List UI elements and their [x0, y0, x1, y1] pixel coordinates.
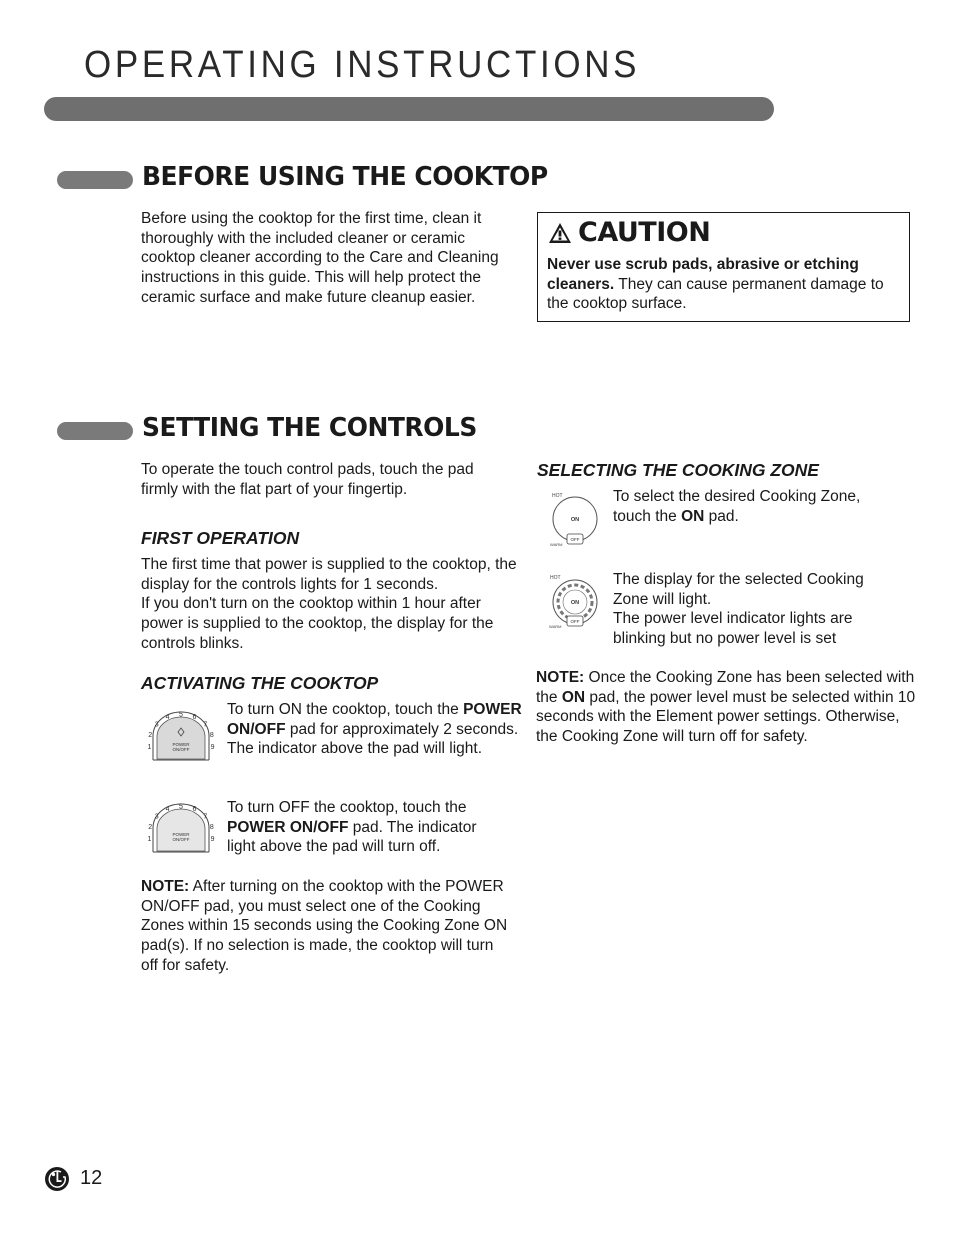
svg-text:HOT: HOT — [550, 575, 561, 581]
cooking-zone-on-icon — [546, 490, 606, 550]
dial-number: 4 — [165, 806, 170, 814]
first-operation-text: The first time that power is supplied to the cooktop, the display for the controls lights for 1 seconds. If you don't turn on the cooktop within 1 hour after power is supplied to the cooktop, the display for the controls blinks. — [141, 556, 517, 652]
svg-text:WARM: WARM — [549, 624, 562, 629]
dial-number: 1 — [147, 743, 152, 751]
dial-number: 2 — [148, 823, 153, 831]
dial-number: 9 — [210, 835, 215, 843]
page-header-title: OPERATING INSTRUCTIONS — [84, 44, 641, 86]
warning-triangle-icon — [548, 222, 572, 244]
svg-text:POWERON/OFF: POWER ON/OFF — [172, 742, 190, 752]
dial-number: 6 — [192, 714, 197, 722]
dial-number: 7 — [203, 721, 208, 729]
svg-text:HOT: HOT — [552, 493, 563, 499]
dial-number: 1 — [147, 835, 152, 843]
first-operation-heading: FIRST OPERATION — [141, 528, 300, 548]
controls-intro-text: To operate the touch control pads, touch the pad firmly with the flat part of your fingertip. — [141, 461, 474, 498]
dial-number: 9 — [210, 743, 215, 751]
caution-title: CAUTION — [578, 217, 711, 248]
activating-heading: ACTIVATING THE COOKTOP — [141, 673, 379, 693]
power-dial-off-icon — [143, 798, 219, 856]
dial-number: 6 — [192, 806, 197, 814]
svg-text:OFF: OFF — [570, 619, 580, 624]
caution-text — [547, 255, 902, 314]
header-bar — [44, 97, 774, 121]
dial-number: 5 — [179, 803, 183, 811]
activating-on-text: To turn ON the cooktop, touch the POWER ON/OFF pad for approximately 2 seconds. The indicator above the pad will light. — [227, 701, 522, 758]
svg-text:OFF: OFF — [570, 537, 580, 542]
selecting-heading: SELECTING THE COOKING ZONE — [537, 460, 819, 480]
caution-bold-text: Never use scrub pads, abrasive or etching cleaners. — [547, 256, 859, 293]
dial-number: 7 — [203, 813, 208, 821]
selecting-note: NOTE: Once the Cooking Zone has been selected with the ON pad, the power level must be selected within 10 seconds with the Element power settings. Otherwise, the Cooking Zone will turn off for safety. — [536, 669, 916, 746]
dial-number: 3 — [154, 721, 159, 729]
dial-number: 3 — [154, 813, 159, 821]
page-number: 12 — [80, 1167, 103, 1189]
before-intro-text: Before using the cooktop for the first time, clean it thoroughly with the included cleaner or ceramic cooktop cleaner according to the Care and Cleaning instructions in this guide. This will help protect the ceramic surface and make future cleanup easier. — [141, 210, 499, 306]
dial-number: 4 — [165, 714, 170, 722]
lg-logo-icon — [44, 1166, 70, 1192]
power-dial-on-icon — [143, 706, 219, 764]
svg-text:WARM: WARM — [550, 542, 563, 547]
caution-rest-text: They can cause permanent damage to the cooktop surface. — [547, 275, 884, 313]
section-heading-controls: SETTING THE CONTROLS — [142, 413, 477, 443]
dial-number: 5 — [179, 711, 183, 719]
activating-note: NOTE: After turning on the cooktop with the POWER ON/OFF pad, you must select one of the Cooking Zones within 15 seconds using the Cooking Zone ON pad(s). If no selection is made, the cooktop will turn off for safety. — [141, 878, 508, 974]
section-pill — [57, 422, 133, 440]
svg-text:POWERON/OFF: POWER ON/OFF — [172, 832, 190, 842]
dial-number: 2 — [148, 731, 153, 739]
svg-text:ON: ON — [570, 600, 580, 606]
svg-text:ON: ON — [570, 517, 580, 523]
dial-number: 8 — [209, 823, 214, 831]
section-heading-before: BEFORE USING THE COOKTOP — [142, 162, 548, 192]
caution-box — [537, 212, 910, 322]
dial-number: 8 — [209, 731, 214, 739]
selecting-step2-text: The display for the selected Cooking Zone will light. The power level indicator lights are blinking but no power level is set — [613, 571, 864, 648]
cooking-zone-lit-icon — [546, 572, 606, 632]
selecting-step1-text: To select the desired Cooking Zone, touch the ON pad. — [613, 488, 861, 525]
section-pill — [57, 171, 133, 189]
activating-off-text: To turn OFF the cooktop, touch the POWER ON/OFF pad. The indicator light above the pad will turn off. — [227, 799, 477, 856]
